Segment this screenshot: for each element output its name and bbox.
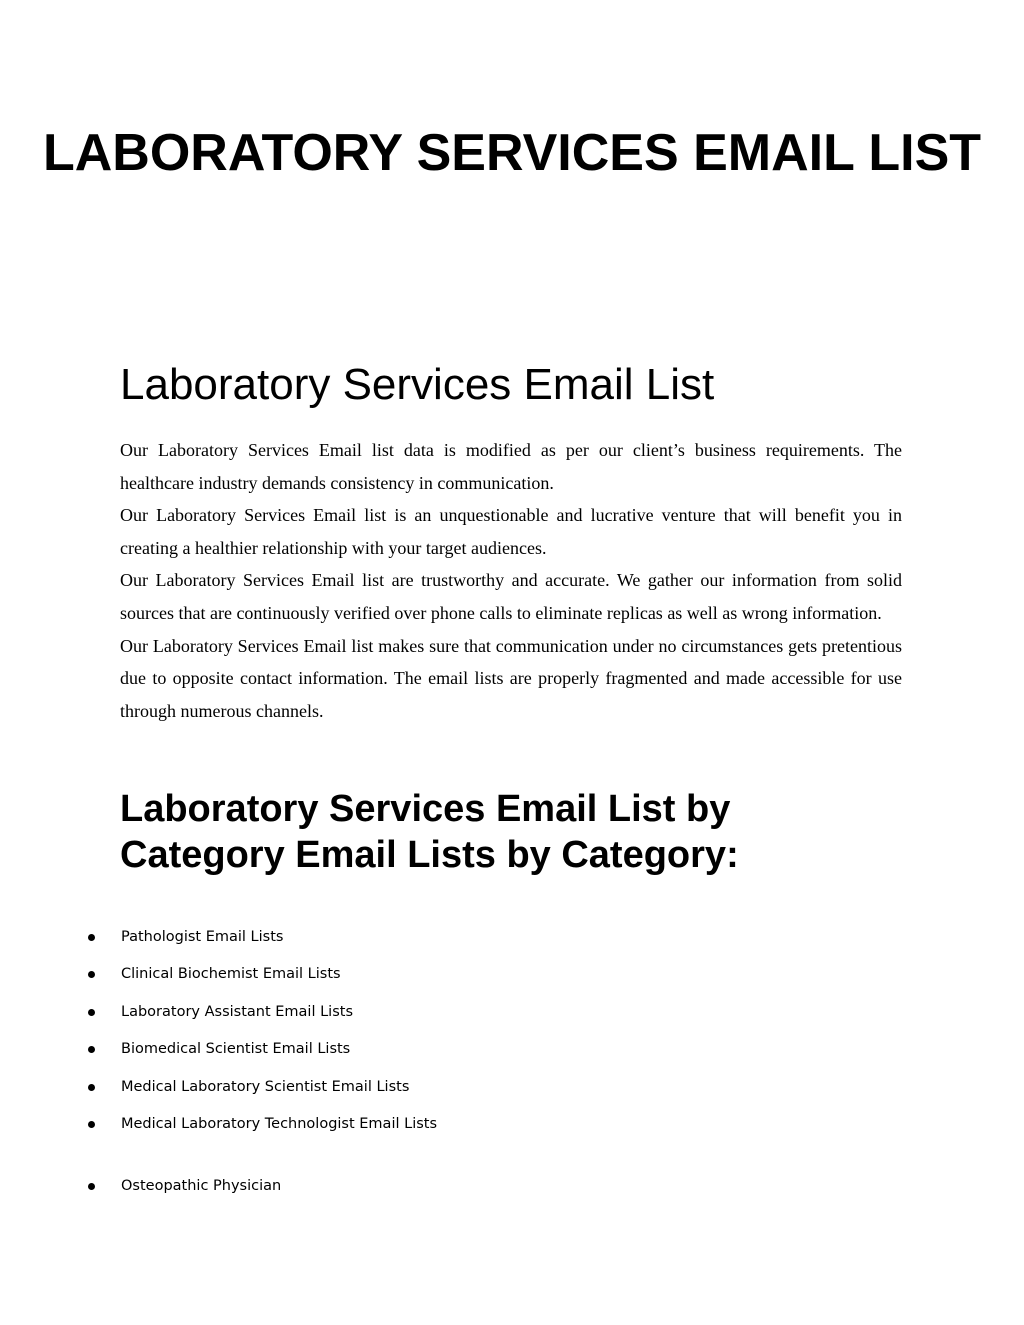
list-item-label: Laboratory Assistant Email Lists [121,1004,353,1020]
paragraph-1: Our Laboratory Services Email list data is modified as per our client’s business requirements. The healthcare industry demands consistency in communication. [120,440,902,493]
category-section-heading: Laboratory Services Email List by Category Email Lists by Category: [120,788,739,876]
paragraph-3: Our Laboratory Services Email list are trustworthy and accurate. We gather our information from solid sources that are continuously verified over phone calls to eliminate replicas as well as wrong information. [120,570,902,623]
list-item-label: Clinical Biochemist Email Lists [121,966,341,982]
list-item-label: Biomedical Scientist Email Lists [121,1041,351,1057]
list-item-label: Osteopathic Physician [121,1178,282,1194]
list-item-label: Medical Laboratory Technologist Email Lists [121,1116,438,1132]
body-text [120,434,902,727]
bullet-icon [88,1183,95,1190]
bullet-icon [88,1046,95,1053]
paragraph-2: Our Laboratory Services Email list is an unquestionable and lucrative venture that will benefit you in creating a healthier relationship with your target audiences. [120,505,902,558]
paragraph-4: Our Laboratory Services Email list makes sure that communication under no circumstances gets pretentious due to opposite contact information. The email lists are properly fragmented and made accessible for use through numerous channels. [120,635,902,721]
document-title-text: LABORATORY SERVICES EMAIL LIST [42,124,982,182]
bullet-icon [88,1084,95,1091]
list-item-label: Medical Laboratory Scientist Email Lists [121,1079,410,1095]
bullet-icon [88,1009,95,1016]
document-title [0,122,1024,184]
bullet-icon [88,1121,95,1128]
bullet-icon [88,971,95,978]
bullet-icon [88,934,95,941]
list-item-label: Pathologist Email Lists [121,929,284,945]
document-subtitle: Laboratory Services Email List [120,360,715,409]
